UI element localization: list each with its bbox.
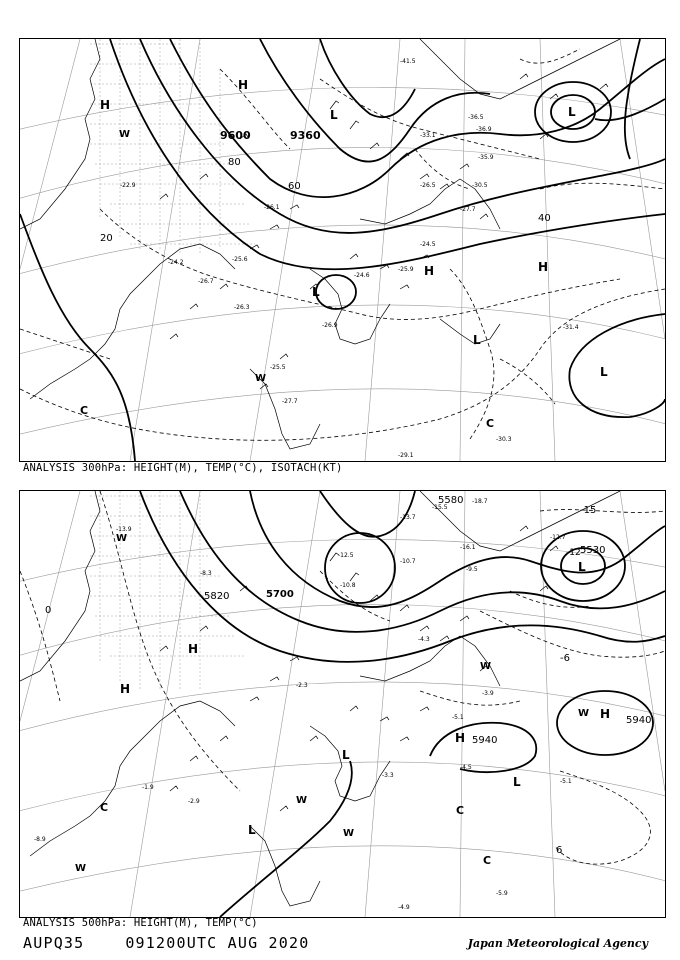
obs-value: -8.9 [34, 836, 46, 843]
longitude-line [365, 39, 400, 461]
height-label: 5700 [266, 589, 294, 600]
obs-value: -41.5 [400, 58, 416, 65]
warm-marker: W [116, 533, 128, 544]
wind-barbs [160, 526, 558, 811]
height-contour [320, 39, 415, 117]
isotherm-line [420, 691, 520, 705]
high-marker: H [238, 78, 249, 92]
isotherm-label: 0 [45, 605, 52, 616]
obs-value: -30.3 [496, 436, 512, 443]
low-marker: L [513, 775, 521, 789]
isotherm-line [540, 510, 665, 513]
hatch-line [90, 44, 255, 244]
map-500hpa [20, 491, 665, 917]
isotach-line [20, 329, 110, 359]
longitude-line [250, 491, 320, 917]
isotach-line [320, 79, 540, 159]
height-label: 5940 [626, 715, 652, 726]
obs-value: -13.9 [116, 526, 132, 533]
obs-value: -30.5 [472, 182, 488, 189]
obs-value: -24.5 [420, 241, 436, 248]
height-contour [220, 761, 355, 917]
wind-barb [160, 526, 558, 811]
longitude-line [365, 491, 400, 917]
isotherm-label: 6 [556, 845, 563, 856]
obs-value: -12.7 [550, 534, 566, 541]
height-label: 5940 [472, 735, 498, 746]
obs-value: -24.6 [354, 272, 370, 279]
longitude-line [540, 39, 555, 461]
height-label: 5580 [438, 495, 464, 506]
obs-value: -15.5 [432, 504, 448, 511]
obs-value: -26.7 [198, 278, 214, 285]
obs-value: -10.8 [340, 582, 356, 589]
obs-value: -2.9 [188, 798, 200, 805]
isotherm-label: -6 [560, 653, 570, 664]
longitude-line [130, 39, 200, 461]
closed-height-contour [325, 533, 395, 603]
obs-value: -10.7 [400, 558, 416, 565]
height-contour [625, 39, 640, 159]
high-marker: H [188, 642, 199, 656]
latitude-circle [20, 846, 665, 896]
coastline [420, 39, 620, 99]
height-label: 5820 [204, 591, 230, 602]
coastlines [20, 491, 620, 906]
contour-labels [45, 495, 651, 856]
coastline [360, 636, 500, 686]
height-label: 9600 [220, 129, 251, 142]
isotherms [20, 491, 665, 864]
high-marker: H [538, 260, 549, 274]
low-marker: L [312, 285, 320, 299]
longitude-line [460, 491, 465, 917]
obs-value: -35.9 [478, 154, 494, 161]
high-marker: H [120, 682, 131, 696]
obs-value: -16.1 [460, 544, 476, 551]
chart-500hpa [19, 490, 666, 918]
cold-marker: C [456, 804, 465, 817]
warm-marker: W [119, 129, 131, 140]
isotach-closed [569, 314, 665, 417]
cold-marker: C [483, 854, 492, 867]
isotach-label: 40 [538, 213, 551, 224]
map-300hpa [20, 39, 665, 461]
obs-value: -9.5 [466, 566, 478, 573]
isotherm-label: -12 [566, 548, 581, 558]
warm-marker: W [255, 373, 267, 384]
obs-value: -29.1 [398, 452, 414, 459]
obs-value: -27.7 [282, 398, 298, 405]
obs-value: -1.9 [142, 784, 154, 791]
height-label: 9360 [290, 129, 321, 142]
low-marker: L [600, 365, 608, 379]
obs-value: -5.9 [496, 890, 508, 897]
warm-marker: W [343, 828, 355, 839]
warm-marker: W [578, 708, 590, 719]
low-marker: L [578, 560, 586, 574]
obs-value: -5.1 [560, 778, 572, 785]
obs-value: -4.5 [460, 764, 472, 771]
obs-value: -4.9 [398, 904, 410, 911]
obs-value: -26.9 [322, 322, 338, 329]
latitude-circle [20, 762, 665, 816]
obs-value: -25.6 [232, 256, 248, 263]
low-marker: L [473, 333, 481, 347]
high-marker: H [600, 707, 611, 721]
chart-300hpa [19, 38, 666, 462]
coastline [440, 319, 500, 344]
low-marker: L [568, 105, 576, 119]
low-marker: L [330, 108, 338, 122]
isotherm-label: -15 [580, 505, 597, 516]
isotach-label: 60 [288, 181, 301, 192]
height-contour [595, 99, 665, 120]
cold-marker: C [80, 404, 89, 417]
chart-caption-300hpa: ANALYSIS 300hPa: HEIGHT(M), TEMP(°C), ISOTACH(KT) [23, 462, 343, 474]
warm-marker: W [296, 795, 308, 806]
obs-value: -25.9 [398, 266, 414, 273]
latlon-grid [20, 39, 665, 461]
obs-value: -27.7 [460, 206, 476, 213]
obs-value: -2.3 [296, 682, 308, 689]
obs-value: -3.3 [382, 772, 394, 779]
hatched-region [90, 39, 255, 254]
warm-marker: W [480, 661, 492, 672]
obs-value: -24.2 [168, 259, 184, 266]
footer-product [23, 934, 309, 952]
obs-value: -8.3 [200, 570, 212, 577]
latitude-circle [20, 389, 665, 439]
obs-value: -18.7 [472, 498, 488, 505]
height-contour [260, 39, 490, 162]
obs-value: -5.1 [452, 714, 464, 721]
high-marker: H [455, 731, 466, 745]
obs-value: -31.4 [563, 324, 579, 331]
warm-marker: W [75, 863, 87, 874]
obs-value: -26.3 [234, 304, 250, 311]
obs-value: -22.9 [120, 182, 136, 189]
obs-value: -33.1 [420, 132, 436, 139]
obs-value: -3.9 [482, 690, 494, 697]
station-values [120, 58, 579, 459]
coastline [250, 826, 320, 906]
high-marker: H [100, 98, 111, 112]
system-markers [80, 78, 608, 430]
product-code: AUPQ35 [23, 934, 85, 952]
isotach-label: 20 [100, 233, 113, 244]
isotach-line [450, 269, 494, 439]
low-marker: L [342, 748, 350, 762]
isotach-line [520, 49, 580, 63]
obs-value: -13.7 [400, 514, 416, 521]
coastline [20, 39, 100, 229]
isotach-line [20, 289, 665, 440]
station-values [34, 498, 572, 911]
coastline [30, 701, 235, 856]
obs-value: -26.5 [420, 182, 436, 189]
obs-value: -4.3 [418, 636, 430, 643]
height-contours [20, 39, 665, 461]
chart-caption-500hpa: ANALYSIS 500hPa: HEIGHT(M), TEMP(°C) [23, 917, 258, 929]
obs-value: -25.5 [270, 364, 286, 371]
low-marker: L [248, 823, 256, 837]
cold-marker: C [486, 417, 495, 430]
longitude-line [20, 39, 80, 269]
agency-name: Japan Meteorological Agency [467, 937, 648, 950]
obs-value: -26.1 [264, 204, 280, 211]
height-contour [430, 723, 536, 772]
coastline [20, 491, 100, 681]
cold-marker: C [100, 801, 109, 814]
obs-value: -36.9 [476, 126, 492, 133]
latitude-circle [20, 682, 665, 736]
valid-time: 091200UTC AUG 2020 [125, 934, 310, 952]
obs-value: -12.5 [338, 552, 354, 559]
coastline [30, 244, 235, 399]
obs-value: -36.5 [468, 114, 484, 121]
height-label: 5530 [580, 545, 606, 556]
isotach-label: 80 [228, 157, 241, 168]
high-marker: H [424, 264, 435, 278]
longitude-line [460, 39, 465, 461]
latitude-circle [20, 305, 665, 359]
longitude-line [620, 39, 665, 339]
